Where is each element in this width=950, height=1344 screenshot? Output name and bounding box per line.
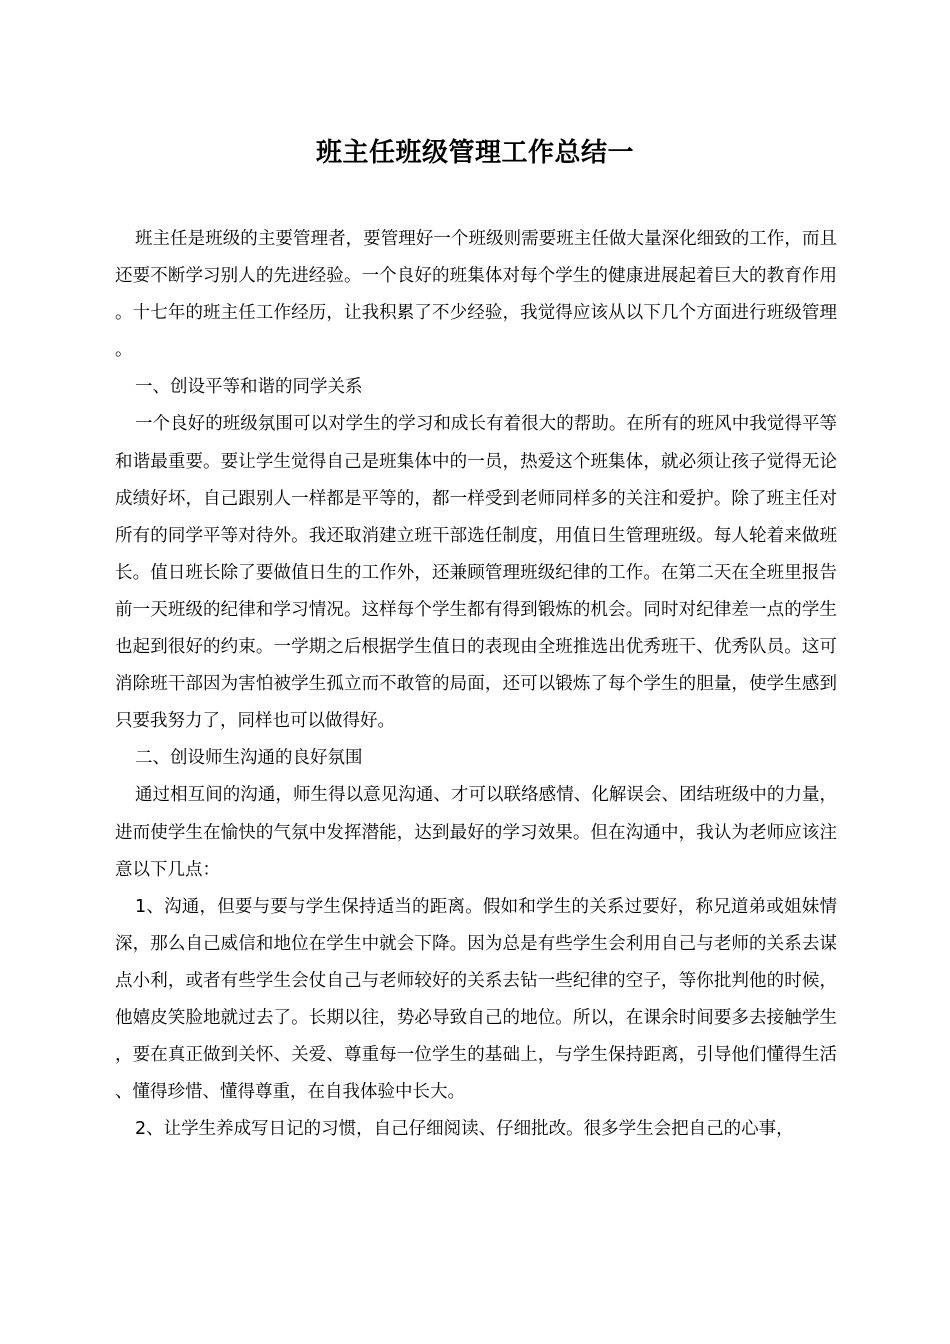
section-heading-2: 二、创设师生沟通的良好氛围 xyxy=(135,748,363,769)
paragraph-intro: 班主任是班级的主要管理者，要管理好一个班级则需要班主任做大量深化细致的工作，而且还要不断学习别人的先进经验。一个良好的班集体对每个学生的健康进展起着巨大的教育作用。十七年的班主任工作经历，让我积累了不少经验，我觉得应该从以下几个方面进行班级管理。 xyxy=(115,229,837,361)
paragraph-section-2: 通过相互间的沟通，师生得以意见沟通、才可以联络感情、化解误会、团结班级中的力量，进而使学生在愉快的气氛中发挥潜能，达到最好的学习效果。但在沟通中，我认为老师应该注意以下几点： xyxy=(115,785,837,880)
paragraph-point-1: 1、沟通，但要与要与学生保持适当的距离。假如和学生的关系过要好，称兄道弟或姐妹情深，那么自己威信和地位在学生中就会下降。因为总是有些学生会利用自己与老师的关系去谋点小利，或者有些学生会仗自己与老师较好的关系去钻一些纪律的空子，等你批判他的时候，他嬉皮笑脸地就过去了。长期以往，势必导致自己的地位。所以，在课余时间要多去接触学生，要在真正做到关怀、关爱、尊重每一位学生的基础上，与学生保持距离，引导他们懂得生活、懂得珍惜、懂得尊重，在自我体验中长大。 xyxy=(115,896,837,1103)
section-heading-1: 一、创设平等和谐的同学关系 xyxy=(135,377,363,398)
document-body xyxy=(115,221,837,1148)
document-title: 班主任班级管理工作总结一 xyxy=(315,138,634,168)
paragraph-section-1: 一个良好的班级氛围可以对学生的学习和成长有着很大的帮助。在所有的班风中我觉得平等和谐最重要。要让学生觉得自己是班集体中的一员，热爱这个班集体，就必须让孩子觉得无论成绩好坏，自己跟别人一样都是平等的，都一样受到老师同样多的关注和爱护。除了班主任对所有的同学平等对待外。我还取消建立班干部选任制度，用值日生管理班级。每人轮着来做班长。值日班长除了要做值日生的工作外，还兼顾管理班级纪律的工作。在第二天在全班里报告前一天班级的纪律和学习情况。这样每个学生都有得到锻炼的机会。同时对纪律差一点的学生也起到很好的约束。一学期之后根据学生值日的表现由全班推选出优秀班干、优秀队员。这可消除班干部因为害怕被学生孤立而不敢管的局面，还可以锻炼了每个学生的胆量，使学生感到只要我努力了，同样也可以做得好。 xyxy=(115,414,837,732)
paragraph-point-2: 2、让学生养成写日记的习惯，自己仔细阅读、仔细批改。很多学生会把自己的心事， xyxy=(135,1119,794,1140)
